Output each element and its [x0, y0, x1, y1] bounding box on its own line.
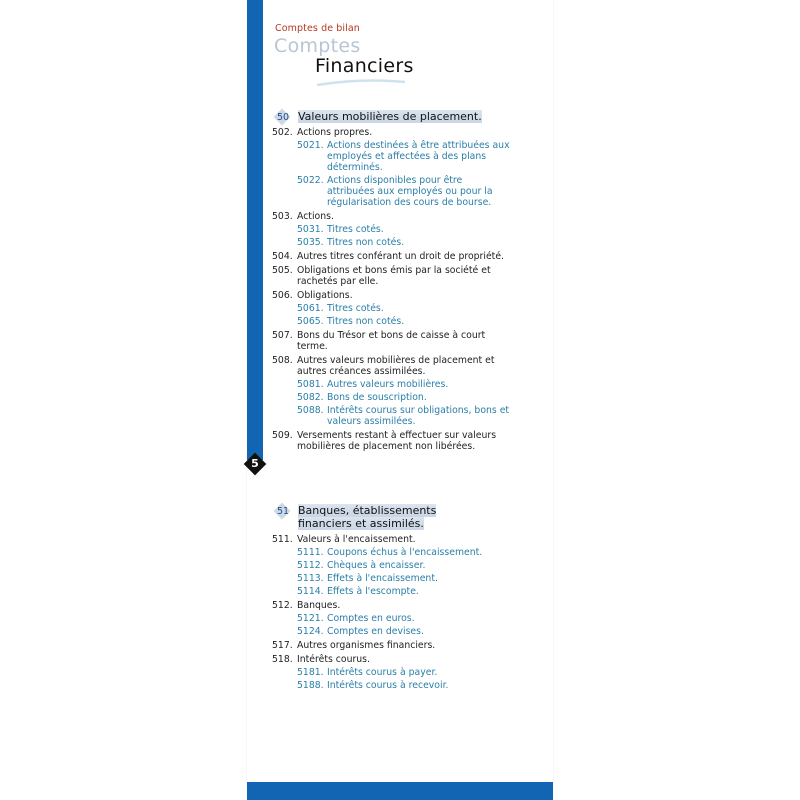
account-label: Banques.	[297, 600, 341, 611]
sub-account-number: 5031.	[297, 224, 324, 235]
account-item	[272, 251, 512, 262]
sub-account-label: Effets à l'escompte.	[327, 586, 419, 597]
section-number: 50	[276, 112, 290, 123]
sub-account-item	[272, 680, 512, 691]
account-item	[272, 330, 512, 352]
sub-account-number: 5022.	[297, 175, 324, 186]
sub-account-label: Titres non cotés.	[327, 237, 405, 248]
sub-account-label: Chèques à encaisser.	[327, 560, 426, 571]
account-number: 507.	[272, 330, 293, 341]
sub-account-item	[272, 224, 512, 235]
sub-account-label: Titres cotés.	[327, 303, 384, 314]
sub-account-number: 5021.	[297, 140, 324, 151]
sub-account-number: 5035.	[297, 237, 324, 248]
sub-account-number: 5088.	[297, 405, 324, 416]
sub-account-item	[272, 547, 512, 558]
sub-account-number: 5111.	[297, 547, 324, 558]
account-number: 504.	[272, 251, 293, 262]
account-label: Obligations et bons émis par la société et rachetés par elle.	[297, 265, 491, 287]
account-number: 508.	[272, 355, 293, 366]
account-label: Autres titres conférant un droit de propriété.	[297, 251, 505, 262]
sub-account-label: Intérêts courus sur obligations, bons et valeurs assimilées.	[327, 405, 510, 427]
sub-account-item	[272, 379, 512, 390]
sub-account-number: 5121.	[297, 613, 324, 624]
sub-account-number: 5114.	[297, 586, 324, 597]
sub-account-item	[272, 573, 512, 584]
document-page	[247, 0, 553, 800]
sub-account-item	[272, 237, 512, 248]
header-category: Comptes de bilan	[275, 23, 360, 34]
account-item	[272, 211, 512, 222]
sub-account-label: Actions destinées à être attribuées aux employés et affectées à des plans déterminés.	[327, 140, 510, 173]
sub-account-label: Bons de souscription.	[327, 392, 427, 403]
account-label: Actions.	[297, 211, 334, 222]
account-label: Autres organismes financiers.	[297, 640, 436, 651]
account-number: 511.	[272, 534, 293, 545]
sub-account-label: Autres valeurs mobilières.	[327, 379, 449, 390]
sub-account-number: 5082.	[297, 392, 324, 403]
sub-account-label: Coupons échus à l'encaissement.	[327, 547, 483, 558]
account-number: 518.	[272, 654, 293, 665]
account-label: Valeurs à l'encaissement.	[297, 534, 416, 545]
account-item	[272, 265, 512, 287]
sub-account-item	[272, 303, 512, 314]
account-item	[272, 654, 512, 665]
section-title-text: Valeurs mobilières de placement.	[298, 110, 482, 123]
sub-account-number: 5181.	[297, 667, 324, 678]
account-item	[272, 355, 512, 377]
sub-account-item	[272, 667, 512, 678]
section-title	[298, 110, 498, 123]
header-title-dark: Financiers	[315, 55, 414, 77]
sub-account-label: Actions disponibles pour être attribuées aux employés ou pour la régularisation des cours de bourse.	[327, 175, 493, 208]
sub-account-item	[272, 613, 512, 624]
account-list-51	[272, 534, 512, 691]
sub-account-number: 5081.	[297, 379, 324, 390]
account-item	[272, 290, 512, 301]
account-label: Bons du Trésor et bons de caisse à court terme.	[297, 330, 486, 352]
section-title-text: Banques, établissements financiers et assimilés.	[298, 504, 437, 530]
sub-account-item	[272, 626, 512, 637]
sub-account-label: Titres cotés.	[327, 224, 384, 235]
sub-account-number: 5061.	[297, 303, 324, 314]
sub-account-item	[272, 392, 512, 403]
account-item	[272, 600, 512, 611]
account-number: 503.	[272, 211, 293, 222]
account-number: 505.	[272, 265, 293, 276]
bottom-color-bar	[247, 782, 553, 800]
sub-account-item	[272, 586, 512, 597]
header-title-light: Comptes	[274, 35, 361, 57]
account-number: 512.	[272, 600, 293, 611]
sub-account-item	[272, 316, 512, 327]
sub-account-item	[272, 175, 512, 208]
account-item	[272, 640, 512, 651]
account-label: Intérêts courus.	[297, 654, 370, 665]
sub-account-item	[272, 405, 512, 427]
sub-account-label: Intérêts courus à recevoir.	[327, 680, 449, 691]
account-label: Obligations.	[297, 290, 353, 301]
account-label: Versements restant à effectuer sur valeurs mobilières de placement non libérées.	[297, 430, 497, 452]
sub-account-number: 5112.	[297, 560, 324, 571]
sub-account-number: 5124.	[297, 626, 324, 637]
sub-account-label: Intérêts courus à payer.	[327, 667, 438, 678]
section-number: 51	[276, 506, 290, 517]
sub-account-number: 5113.	[297, 573, 324, 584]
account-number: 502.	[272, 127, 293, 138]
sub-account-item	[272, 140, 512, 173]
sub-account-label: Comptes en devises.	[327, 626, 424, 637]
sub-account-label: Effets à l'encaissement.	[327, 573, 438, 584]
account-item	[272, 127, 512, 138]
sub-account-number: 5065.	[297, 316, 324, 327]
sub-account-label: Titres non cotés.	[327, 316, 405, 327]
sub-account-label: Comptes en euros.	[327, 613, 415, 624]
account-label: Actions propres.	[297, 127, 373, 138]
sub-account-number: 5188.	[297, 680, 324, 691]
section-title	[298, 504, 478, 530]
account-label: Autres valeurs mobilières de placement et autres créances assimilées.	[297, 355, 495, 377]
account-number: 506.	[272, 290, 293, 301]
header-swoosh-icon	[317, 79, 405, 87]
chapter-number: 5	[251, 457, 259, 470]
side-color-bar	[247, 0, 263, 460]
account-number: 517.	[272, 640, 293, 651]
account-list-50	[272, 127, 512, 452]
account-number: 509.	[272, 430, 293, 441]
account-item	[272, 430, 512, 452]
account-item	[272, 534, 512, 545]
sub-account-item	[272, 560, 512, 571]
